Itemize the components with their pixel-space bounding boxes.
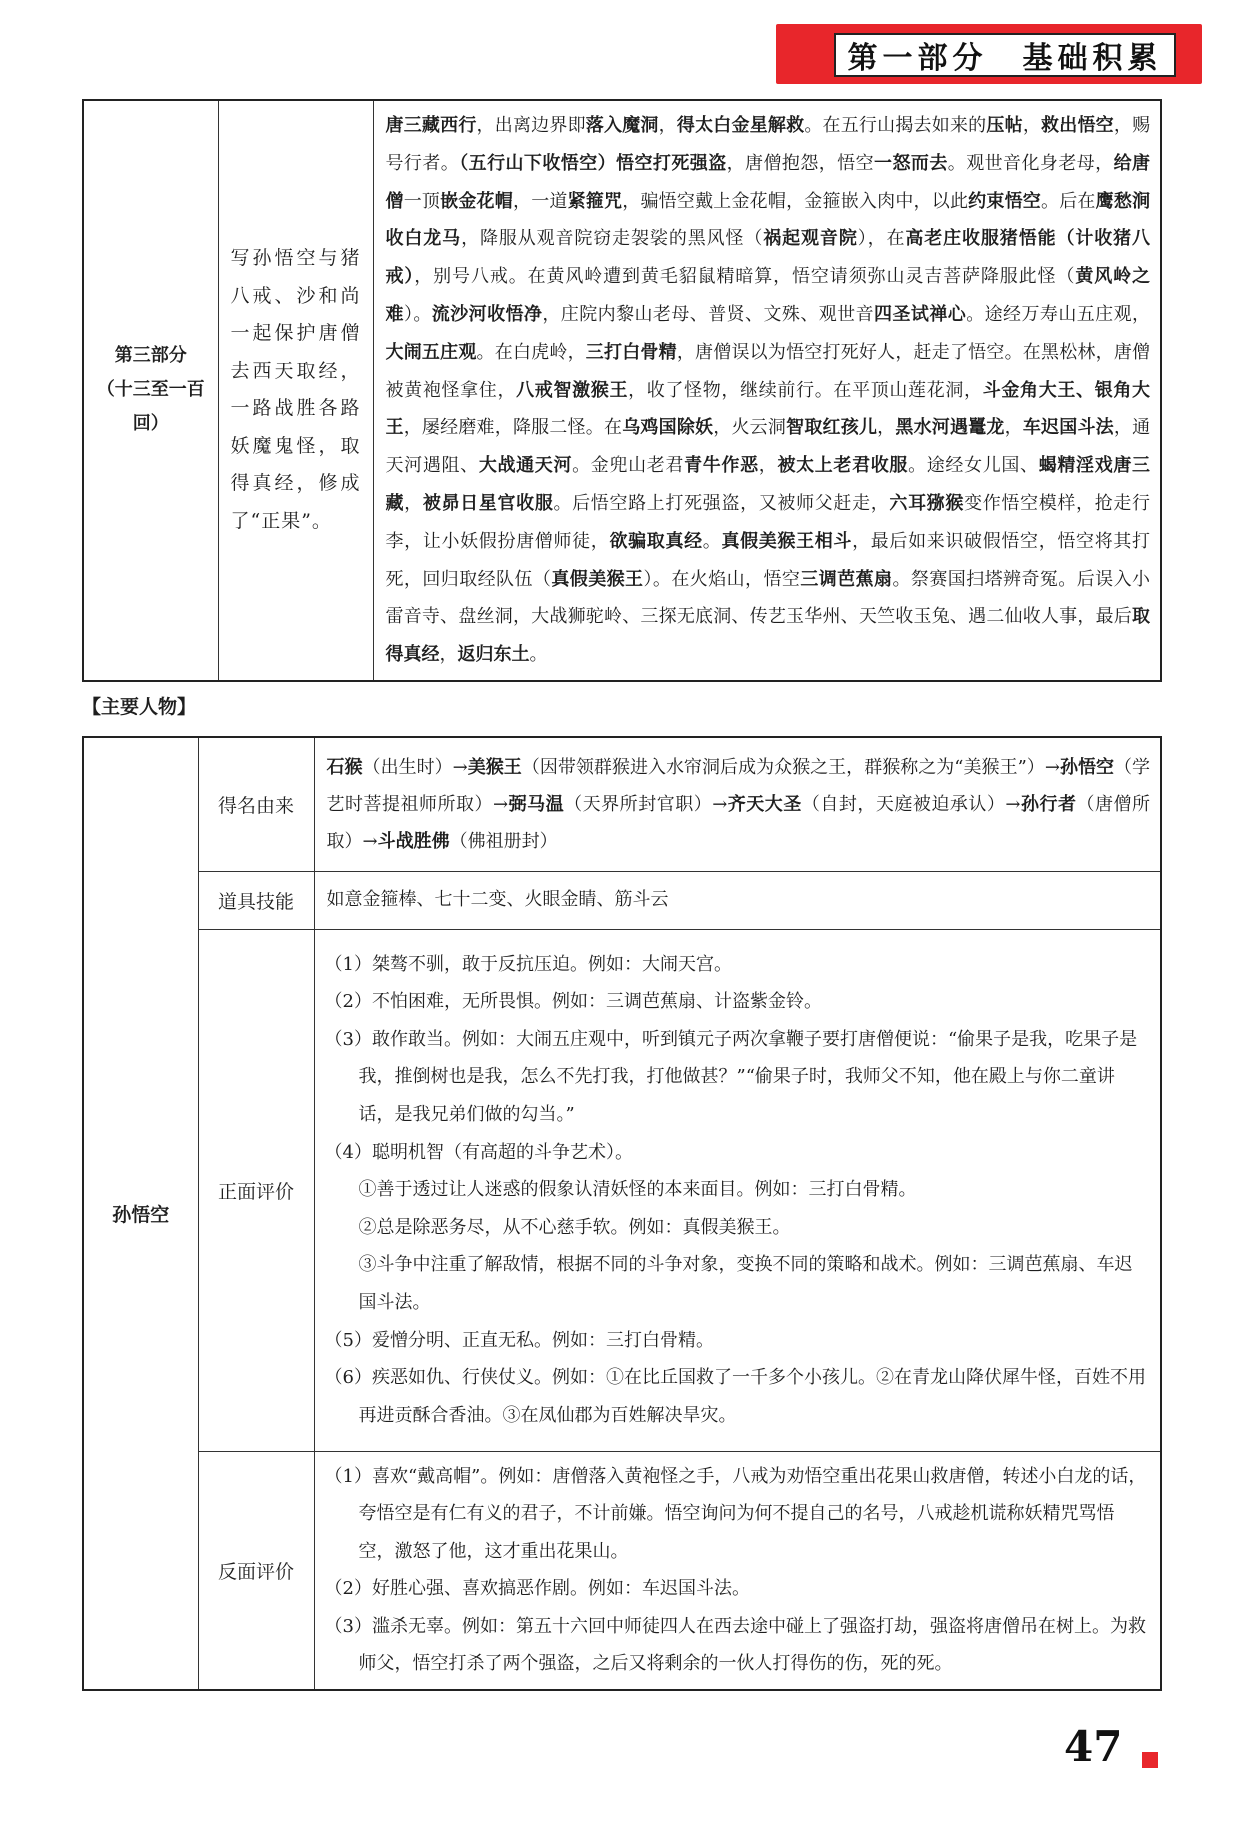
origin-segment-text-5: （学艺时菩提祖师所取）→	[326, 756, 1151, 815]
plot-segment-bold-58: 被昴日星官收服	[422, 492, 554, 514]
origin-segment-text-1: （出生时）→	[362, 756, 468, 778]
plot-segment-bold-20: 约束悟空	[968, 190, 1042, 212]
origin-segment-bold-6: 弼马温	[508, 793, 565, 815]
name-origin-text	[314, 737, 1161, 871]
plot-segment-text-49: ，通天河遇阻、	[385, 417, 1151, 477]
plot-segment-text-15: 一顶	[403, 190, 441, 212]
plot-segment-text-57: ，	[404, 492, 423, 514]
plot-segment-text-51: 。金兜山老君	[572, 455, 685, 477]
positive-item-5: ②总是除恶务尽，从不心慈手软。例如：真假美猴王。	[358, 1216, 791, 1238]
origin-segment-bold-2: 美猴王	[467, 756, 522, 778]
tools-text: 如意金箍棒、七十二变、火眼金睛、筋斗云	[314, 871, 1161, 929]
plot-segment-text-71: ，	[439, 644, 458, 666]
characters-section-title: 【主要人物】	[82, 696, 197, 718]
negative-item-0: （1）喜欢“戴高帽”。例如：唐僧落入黄袍怪之手，八戒为劝悟空重出花果山救唐僧，转述小白龙的话，夸悟空是有仁有义的君子，不计前嫌。悟空询问为何不提自己的名号，八戒趁机谎称妖精咒骂悟空，激怒了他，这才重出花果山。	[324, 1465, 1147, 1562]
plot-segment-text-29: ）。	[403, 303, 432, 325]
plot-segment-text-37: ，唐僧误以为悟空打死好人，赶走了悟空。在黑松林，唐僧被黄袍怪拿住，	[385, 341, 1151, 401]
plot-segment-bold-66: 真假美猴王	[551, 568, 644, 590]
plot-segment-bold-16: 嵌金花帽	[440, 190, 513, 212]
positive-item-4: ①善于透过让人迷惑的假象认清妖怪的本来面目。例如：三打白骨精。	[358, 1179, 917, 1201]
plot-segment-text-35: 。在白虎岭，	[476, 341, 586, 363]
plot-segment-text-59: 。后悟空路上打死强盗，又被师父赶走，	[553, 492, 890, 514]
positive-item-0: （1）桀骜不驯，敢于反抗压迫。例如：大闹天宫。	[324, 953, 732, 975]
positive-item-7: （5）爱憎分明、正直无私。例如：三打白骨精。	[324, 1329, 714, 1351]
plot-segment-text-21: 。后在	[1041, 190, 1096, 212]
name-origin-label: 得名由来	[198, 737, 314, 871]
origin-segment-text-7: （天界所封官职）→	[564, 793, 728, 815]
positive-item-2: （3）敢作敢当。例如：大闹五庄观中，听到镇元子两次拿鞭子要打唐僧便说：“偷果子是我，吃果子是我，推倒树也是我，怎么不先打我，打他做甚？”“偷果子时，我师父不知，他在殿上与你二童讲话，是我兄弟们做的勾当。”	[324, 1028, 1138, 1126]
plot-segment-bold-60: 六耳猕猴	[889, 492, 965, 514]
plot-segment-text-17: ，一道	[512, 190, 568, 212]
plot-segment-text-61: 变作悟空模样，抢走行李，让小妖假扮唐僧师徒，	[385, 492, 1151, 552]
origin-segment-bold-8: 齐天大圣	[727, 793, 802, 815]
plot-segment-bold-2: 落入魔洞	[585, 115, 659, 136]
part-range: （十三至一百回）	[96, 379, 205, 435]
plot-segment-text-45: ，	[877, 417, 896, 439]
plot-segment-bold-50: 大战通天河	[478, 455, 573, 477]
plot-details	[373, 100, 1161, 681]
origin-segment-bold-12: 斗战胜佛	[377, 830, 450, 852]
page-number: 47	[1064, 1722, 1123, 1771]
plot-segment-text-39: ，收了怪物，继续前行。在平顶山莲花洞，	[628, 379, 983, 401]
origin-segment-text-3: （因带领群猴进入水帘洞后成为众猴之王，群猴称之为“美猴王”）→	[521, 756, 1060, 778]
plot-segment-text-63: 。	[702, 530, 722, 552]
plot-segment-text-3: ，	[658, 115, 677, 136]
plot-segment-text-55: 。途经女儿国、	[908, 455, 1039, 477]
negative-item-1: （2）好胜心强、喜欢搞恶作剧。例如：车迟国斗法。	[324, 1578, 750, 1600]
plot-segment-text-9: ，赐号行者。	[385, 115, 1151, 174]
positive-item-3: （4）聪明机智（有高超的斗争艺术）。	[324, 1141, 633, 1163]
plot-segment-text-47: ，	[1004, 417, 1023, 439]
plot-segment-bold-30: 流沙河收悟净	[431, 303, 543, 325]
plot-segment-bold-28: 黄风岭之难	[385, 266, 1151, 325]
plot-segment-bold-42: 乌鸡国除妖	[622, 417, 714, 439]
plot-segment-text-27: ，别号八戒。在黄风岭遭到黄毛貂鼠精暗算，悟空请须弥山灵吉菩萨降服此怪（	[414, 266, 1076, 288]
positive-item-8: （6）疾恶如仇、行侠仗义。例如：①在比丘国救了一千多个小孩儿。②在青龙山降伏犀牛怪，百姓不用再进贡酥合香油。③在凤仙郡为百姓解决旱灾。	[324, 1367, 1146, 1426]
part-label: 第三部分	[114, 345, 187, 367]
plot-segment-bold-0: 唐三藏西行	[385, 115, 477, 136]
origin-segment-text-11: （唐僧所取）→	[326, 793, 1151, 852]
plot-segment-text-53: ，	[758, 455, 778, 477]
plot-segment-bold-56: 蝎精淫戏唐三藏	[385, 455, 1151, 514]
plot-segment-bold-72: 返归东土	[457, 644, 530, 666]
plot-segment-bold-22: 鹰愁涧收白龙马	[385, 190, 1151, 250]
plot-segment-bold-10: （五行山下收悟空）悟空打死强盗	[459, 152, 727, 174]
plot-segment-bold-54: 被太上老君收服	[777, 455, 909, 477]
positive-item-6: ③斗争中注重了解敌情，根据不同的斗争对象，变换不同的策略和战术。例如：三调芭蕉扇、车迟国斗法。	[358, 1254, 1133, 1313]
plot-segment-text-7: ，	[1022, 115, 1042, 136]
plot-segment-bold-70: 取得真经	[385, 606, 1150, 666]
plot-segment-bold-52: 青牛作恶	[684, 455, 759, 477]
plot-segment-bold-8: 救出悟空	[1041, 115, 1114, 136]
plot-segment-text-41: ，屡经磨难，降服二怪。在	[403, 417, 623, 439]
plot-segment-bold-6: 压帖	[986, 115, 1023, 136]
plot-segment-bold-38: 八戒智激猴王	[516, 379, 629, 401]
negative-list	[314, 1451, 1161, 1690]
plot-segment-text-1: ，出离边界即	[476, 115, 586, 136]
plot-segment-text-11: ，唐僧抱怨，悟空	[726, 152, 875, 174]
plot-segment-bold-34: 大闹五庄观	[385, 341, 477, 363]
plot-segment-bold-48: 车迟国斗法	[1022, 417, 1114, 439]
plot-segment-bold-64: 真假美猴王相斗	[721, 530, 853, 552]
plot-segment-bold-14: 给唐僧	[385, 152, 1151, 212]
plot-segment-bold-40: 斗金角大王、银角大王	[385, 379, 1151, 439]
plot-segment-text-65: ，最后如来识破假悟空，悟空将其打死，回归取经队伍（	[385, 530, 1151, 590]
positive-label: 正面评价	[198, 929, 314, 1451]
plot-segment-text-19: ，骗悟空戴上金花帽，金箍嵌入肉中，以此	[622, 190, 969, 212]
character-table	[82, 736, 1162, 1691]
origin-segment-bold-10: 孙行者	[1020, 793, 1077, 815]
negative-item-2: （3）滥杀无辜。例如：第五十六回中师徒四人在西去途中碰上了强盗打劫，强盗将唐僧吊在树上。为救师父，悟空打杀了两个强盗，之后又将剩余的一伙人打得伤的伤，死的死。	[324, 1615, 1146, 1675]
plot-segment-text-43: ，火云洞	[713, 417, 787, 439]
plot-segment-bold-26: 高老庄收服猪悟能（计收猪八戒）	[385, 228, 1151, 288]
plot-segment-text-23: ，降服从观音院窃走袈裟的黑风怪（	[461, 228, 764, 250]
page-number-marker	[1142, 1752, 1158, 1768]
plot-segment-text-31: ，庄院内黎山老母、普贤、文殊、观世音	[542, 303, 875, 325]
plot-segment-text-25: ），在	[857, 228, 906, 250]
plot-segment-bold-12: 一怒而去	[874, 152, 948, 174]
plot-segment-text-33: 。途经万寿山五庄观，	[966, 303, 1151, 325]
negative-label: 反面评价	[198, 1451, 314, 1690]
plot-segment-bold-18: 紧箍咒	[567, 190, 623, 212]
positive-list	[314, 929, 1161, 1451]
plot-segment-text-69: 。祭赛国扫塔辨奇冤。后误入小雷音寺、盘丝洞，大战狮驼岭、三探无底洞、传艺玉华州、天竺收玉兔、遇二仙收人事，最后	[385, 568, 1151, 628]
plot-segment-bold-32: 四圣试禅心	[874, 303, 967, 325]
plot-segment-bold-46: 黑水河遇鼍龙	[895, 417, 1005, 439]
plot-segment-text-73: 。	[529, 644, 548, 666]
tools-label: 道具技能	[198, 871, 314, 929]
part-label-cell	[83, 100, 218, 681]
origin-segment-bold-4: 孙悟空	[1059, 756, 1115, 778]
section-header-title: 第一部分 基础积累	[834, 33, 1176, 77]
plot-segment-bold-24: 祸起观音院	[763, 228, 858, 250]
origin-segment-text-13: （佛祖册封）	[449, 830, 558, 852]
positive-item-1: （2）不怕困难，无所畏惧。例如：三调芭蕉扇、计盗紫金铃。	[324, 991, 822, 1013]
plot-segment-bold-68: 三调芭蕉扇	[800, 568, 893, 590]
plot-table	[82, 99, 1162, 682]
plot-segment-bold-4: 得太白金星解救	[676, 115, 805, 136]
plot-segment-text-5: 。在五行山揭去如来的	[804, 115, 987, 136]
plot-segment-bold-36: 三打白骨精	[585, 341, 677, 363]
plot-segment-text-67: ）。在火焰山，悟空	[643, 568, 801, 590]
plot-segment-bold-44: 智取红孩儿	[786, 417, 878, 439]
part-summary: 写孙悟空与猪八戒、沙和尚一起保护唐僧去西天取经，一路战胜各路妖魔鬼怪，取得真经，修成了“正果”。	[218, 100, 373, 681]
plot-segment-bold-62: 欲骗取真经	[609, 530, 703, 552]
origin-segment-bold-0: 石猴	[326, 756, 363, 778]
origin-segment-text-9: （自封，天庭被迫承认）→	[801, 793, 1021, 815]
plot-segment-text-13: 。观世音化身老母，	[947, 152, 1114, 174]
character-name: 孙悟空	[83, 737, 198, 1690]
